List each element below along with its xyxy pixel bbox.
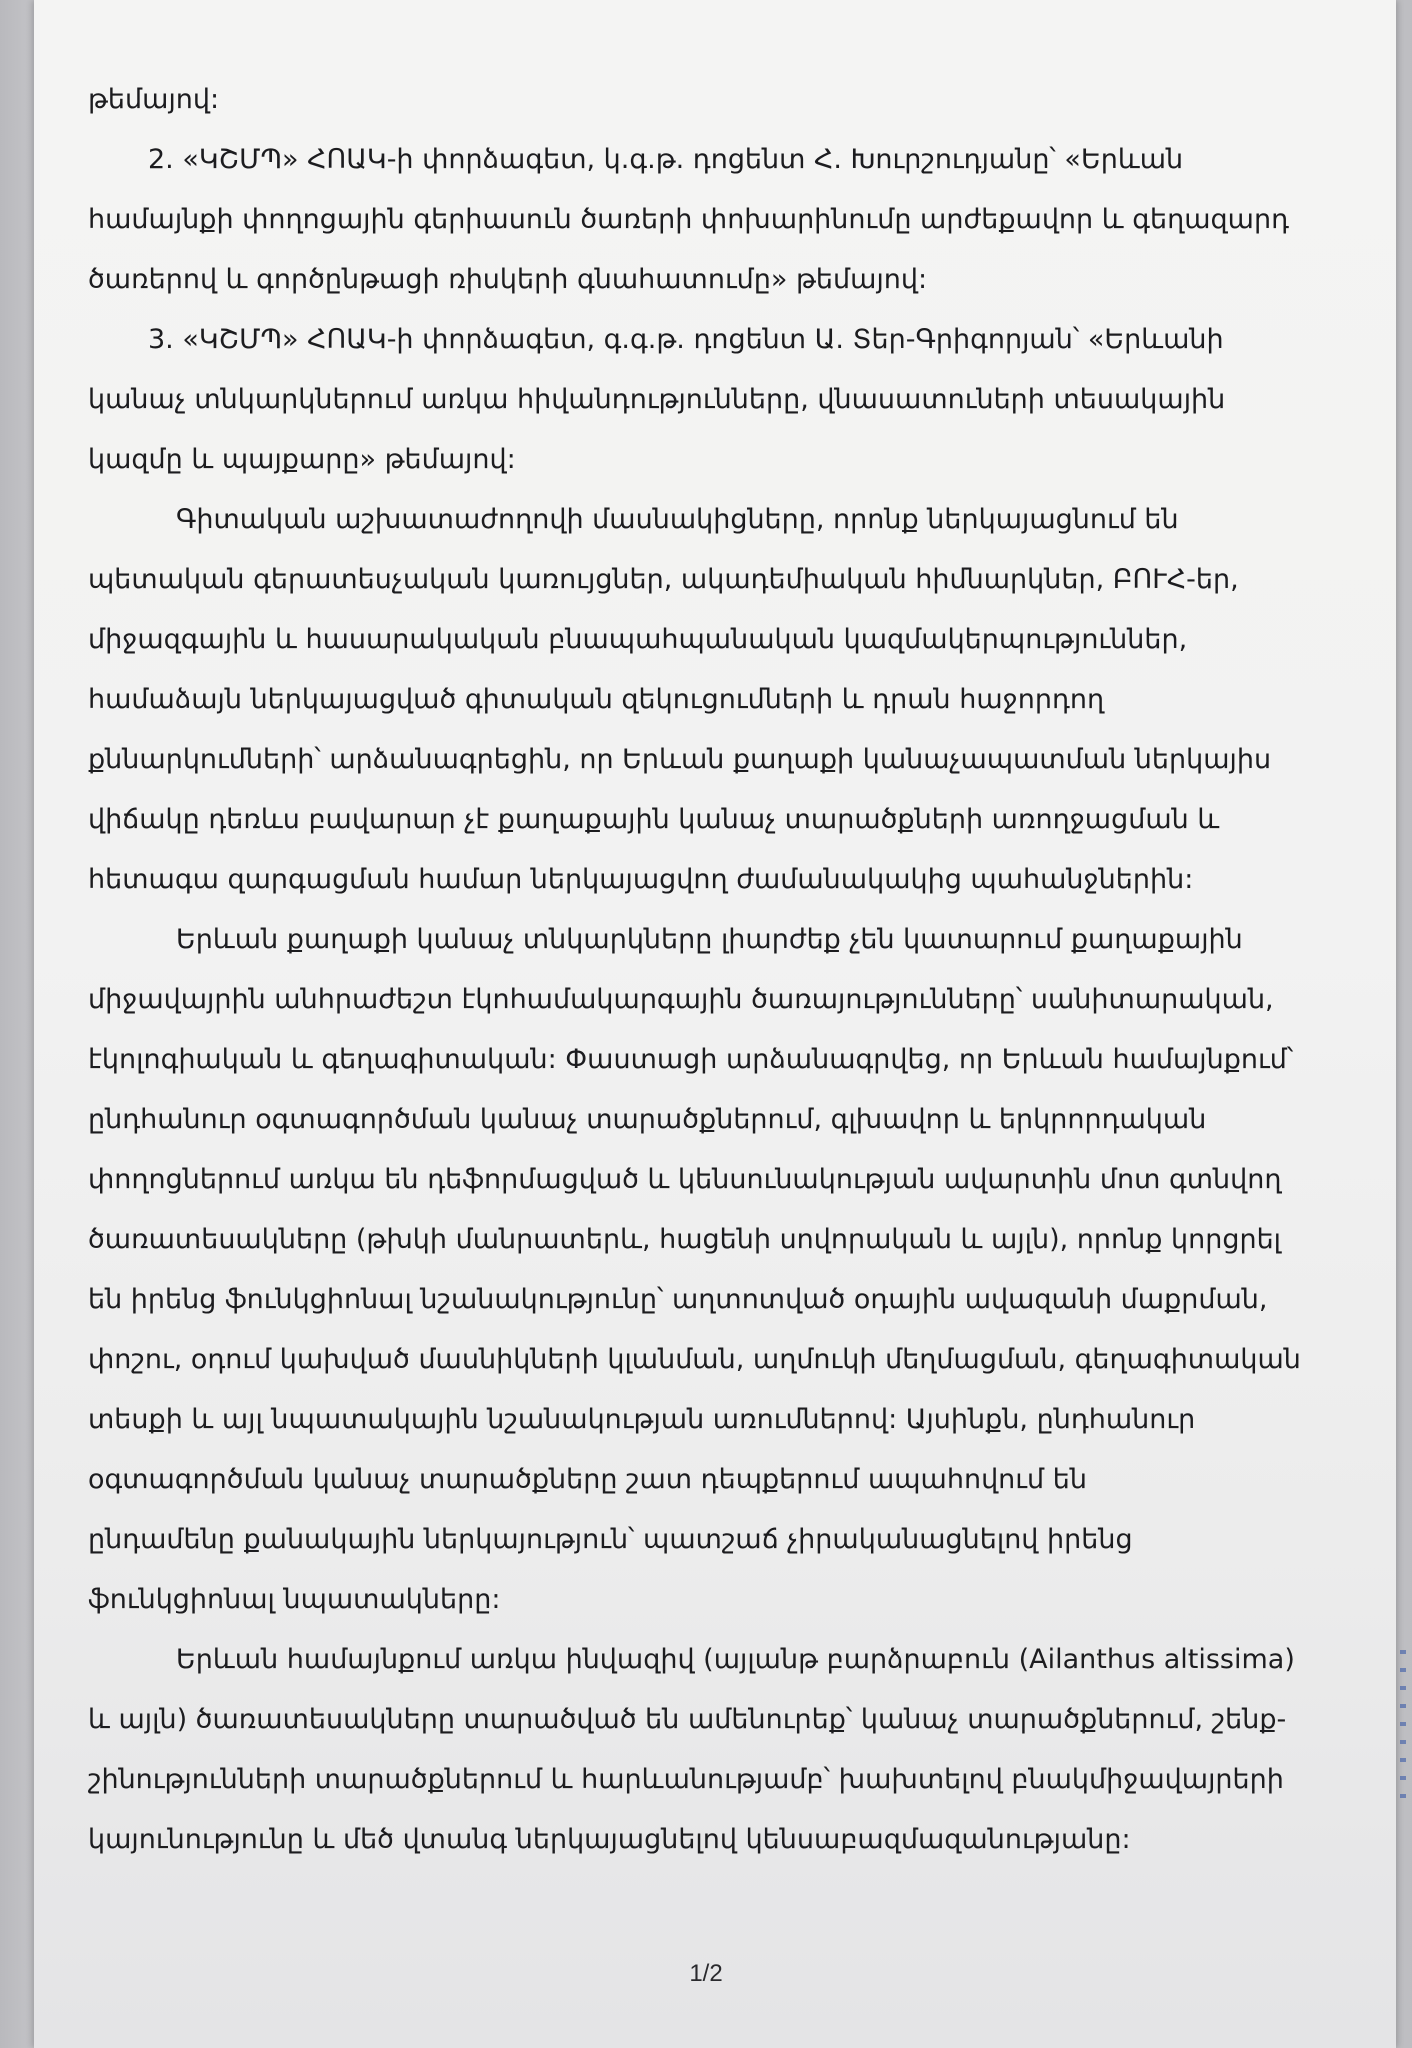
text-line: են իրենց ֆունկցիոնալ նշանակությունը՝ աղտոտված օդային ավազանի մաքրման,	[88, 1284, 1268, 1315]
text-line: Երևան համայնքում առկա ինվազիվ (այլանթ բարձրաբուն (Ailanthus altissima)	[176, 1644, 1295, 1675]
text-line: շինությունների տարածքներում և հարևանությամբ՝ խախտելով բնակմիջավայրերի	[88, 1764, 1284, 1795]
text-line: Երևան քաղաքի կանաչ տնկարկները լիարժեք չեն կատարում քաղաքային	[176, 924, 1243, 955]
text-line: ընդհանուր օգտագործման կանաչ տարածքներում, գլխավոր և երկրորդական	[88, 1104, 1207, 1135]
text-line: միջավայրին անհրաժեշտ էկոհամակարգային ծառայությունները՝ սանիտարական,	[88, 984, 1274, 1015]
text-line: հետագա զարգացման համար ներկայացվող ժամանակակից պահանջներին:	[88, 864, 1194, 895]
text-line: տեսքի և այլ նպատակային նշանակության առումներով: Այսինքն, ընդհանուր	[88, 1404, 1196, 1435]
text-line: միջազգային և հասարակական բնապահպանական կազմակերպություններ,	[88, 624, 1188, 655]
text-line: 3. «ԿՇՄՊ» ՀՈԱԿ-ի փորձագետ, գ.գ.թ. դոցենտ Ա. Տեր-Գրիգորյան՝ «Երևանի	[148, 324, 1224, 355]
text-line: կայունությունը և մեծ վտանգ ներկայացնելով կենսաբազմազանությանը:	[88, 1824, 1131, 1855]
text-line: օգտագործման կանաչ տարածքները շատ դեպքերում ապահովում են	[88, 1464, 1087, 1495]
text-line: էկոլոգիական և գեղագիտական: Փաստացի արձանագրվեց, որ Երևան համայնքում՝	[88, 1044, 1294, 1075]
text-line: ծառերով և գործընթացի ռիսկերի գնահատումը» թեմայով:	[88, 264, 928, 295]
text-line: ծառատեսակները (թխկի մանրատերև, հացենի սովորական և այլն), որոնք կորցրել	[88, 1224, 1282, 1255]
text-line: կազմը և պայքարը» թեմայով:	[88, 444, 516, 475]
text-line: քննարկումների՝ արձանագրեցին, որ Երևան քաղաքի կանաչապատման ներկայիս	[88, 744, 1272, 775]
text-line: փոշու, օդում կախված մասնիկների կլանման, աղմուկի մեղմացման, գեղագիտական	[88, 1344, 1301, 1375]
page-number: 1/2	[689, 1960, 723, 1987]
text-line: և այլն) ծառատեսակները տարածված են ամենուրեք՝ կանաչ տարածքներում, շենք-	[88, 1704, 1287, 1735]
text-line: կանաչ տնկարկներում առկա հիվանդությունները, վնասատուների տեսակային	[88, 384, 1226, 415]
text-line: համայնքի փողոցային գերիասուն ծառերի փոխարինումը արժեքավոր և գեղազարդ	[88, 204, 1289, 235]
text-line: 2. «ԿՇՄՊ» ՀՈԱԿ-ի փորձագետ, կ.գ.թ. դոցենտ Հ. Խուրշուդյանը՝ «Երևան	[148, 144, 1184, 175]
text-line: Գիտական աշխատաժողովի մասնակիցները, որոնք ներկայացնում են	[176, 504, 1179, 535]
text-line: թեմայով:	[88, 84, 220, 115]
text-line: համաձայն ներկայացված գիտական զեկուցումների և դրան հաջորդող	[88, 684, 1105, 715]
binder-marks	[1400, 1650, 1406, 1810]
document-body	[88, 70, 1320, 1870]
text-line: ընդամենը քանակային ներկայություն՝ պատշաճ չիրականացնելով իրենց	[88, 1524, 1133, 1555]
text-line: ֆունկցիոնալ նպատակները:	[88, 1584, 501, 1615]
text-line: պետական գերատեսչական կառույցներ, ակադեմիական հիմնարկներ, ԲՈՒՀ-եր,	[88, 564, 1239, 595]
text-line: վիճակը դեռևս բավարար չէ քաղաքային կանաչ տարածքների առողջացման և	[88, 804, 1220, 835]
text-line: փողոցներում առկա են դեֆորմացված և կենսունակության ավարտին մոտ գտնվող	[88, 1164, 1282, 1195]
